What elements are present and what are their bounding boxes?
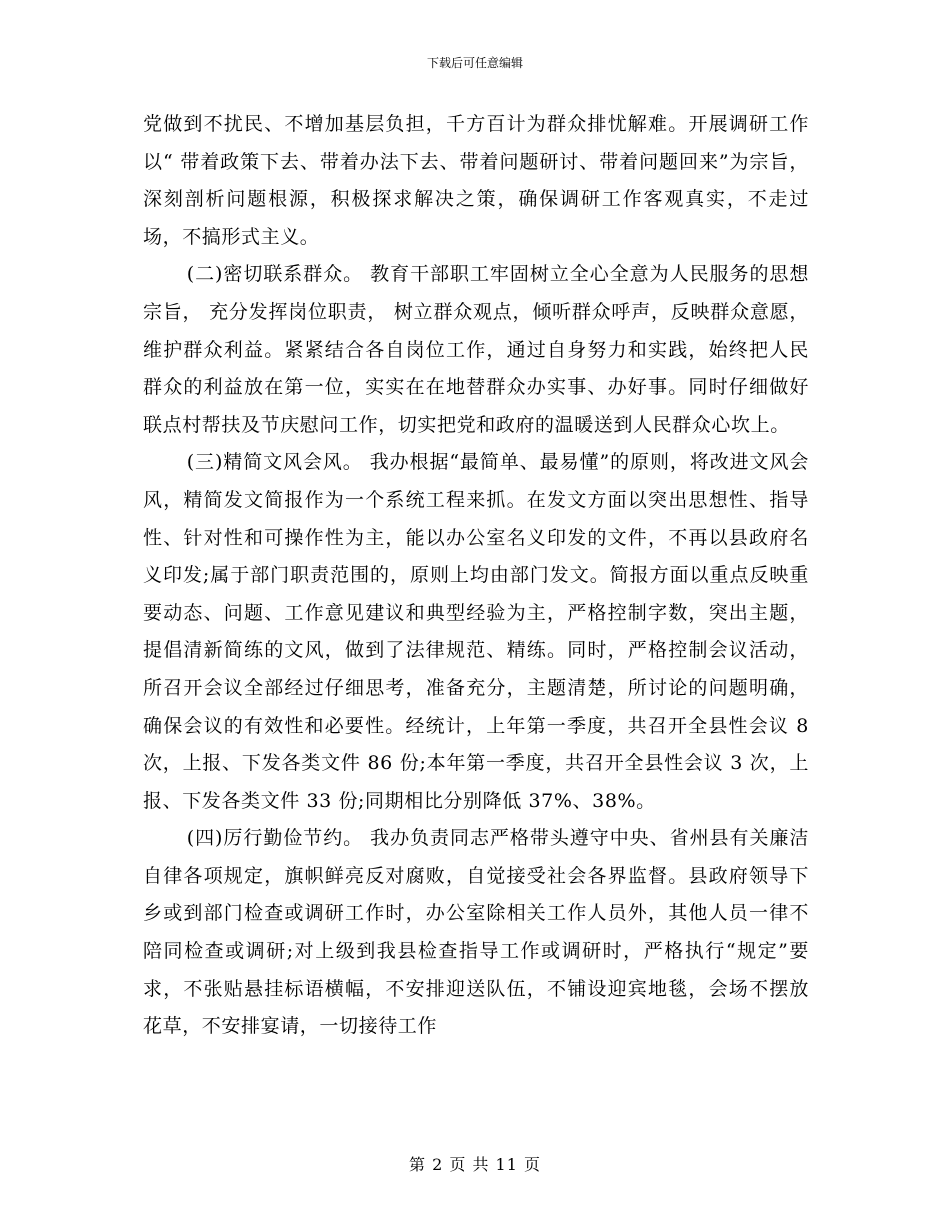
page-footer-number: 第 2 页 共 11 页 bbox=[409, 1155, 541, 1174]
body-paragraph-section-2: (二)密切联系群众。 教育干部职工牢固树立全心全意为人民服务的思想宗旨， 充分发挥岗位职责， 树立群众观点，倾听群众呼声，反映群众意愿，维护群众利益。紧紧结合各自岗位工作，通过自身努力和实践，始终把人民群众的利益放在第一位，实实在在地替群众办实事、办好事。同时仔细做好联点村帮扶及节庆慰问工作，切实把党和政府的温暖送到人民群众心坎上。 bbox=[143, 263, 809, 436]
page-header-note: 下载后可任意编辑 bbox=[426, 56, 523, 70]
body-paragraph-continued: 党做到不扰民、不增加基层负担，千方百计为群众排忧解难。开展调研工作以“ 带着政策下去、带着办法下去、带着问题研讨、带着问题回来”为宗旨，深刻剖析问题根源，积极探求解决之策，确保调研工作客观真实，不走过场，不搞形式主义。 bbox=[143, 113, 809, 248]
body-paragraph-section-3: (三)精简文风会风。 我办根据“最简单、最易懂”的原则，将改进文风会风，精简发文简报作为一个系统工程来抓。在发文方面以突出思想性、指导性、针对性和可操作性为主，能以办公室名义印发的文件，不再以县政府名义印发;属于部门职责范围的，原则上均由部门发文。简报方面以重点反映重要动态、问题、工作意见建议和典型经验为主，严格控制字数，突出主题，提倡清新简练的文风，做到了法律规范、精练。同时，严格控制会议活动，所召开会议全部经过仔细思考，准备充分，主题清楚，所讨论的问题明确，确保会议的有效性和必要性。经统计，上年第一季度，共召开全县性会议 8 次，上报、下发各类文件 86 份;本年第一季度，共召开全县性会议 3 次，上报、下发各类文件 33 份;同期相比分别降低 37%、38%。 bbox=[143, 451, 809, 812]
document-body bbox=[143, 106, 809, 1046]
body-paragraph-section-4: (四)厉行勤俭节约。 我办负责同志严格带头遵守中央、省州县有关廉洁自律各项规定，旗帜鲜亮反对腐败，自觉接受社会各界监督。县政府领导下乡或到部门检查或调研工作时，办公室除相关工作人员外，其他人员一律不陪同检查或调研;对上级到我县检查指导工作或调研时，严格执行“规定”要求，不张贴悬挂标语横幅，不安排迎送队伍，不铺设迎宾地毯，会场不摆放花草，不安排宴请，一切接待工作 bbox=[143, 827, 809, 1038]
